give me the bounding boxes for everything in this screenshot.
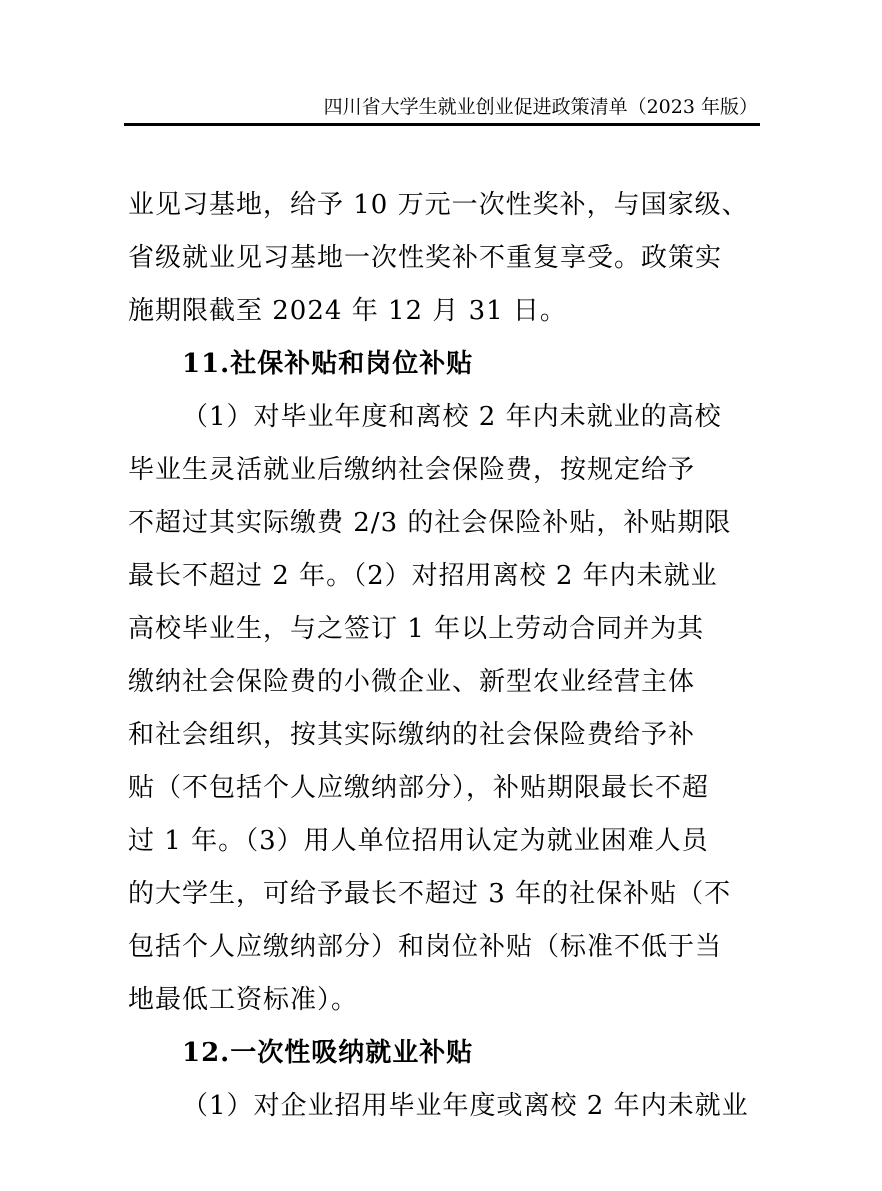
text-line: 高校毕业生，与之签订 1 年以上劳动合同并为其: [128, 614, 705, 644]
header-rule: [124, 123, 760, 126]
text-line: 业见习基地，给予 10 万元一次性奖补，与国家级、: [128, 190, 749, 220]
text-line: 过 1 年。（3）用人单位招用认定为就业困难人员: [128, 826, 709, 856]
text-line: 不超过其实际缴费 2/3 的社会保险补贴，补贴期限: [128, 508, 732, 538]
text-line: 包括个人应缴纳部分）和岗位补贴（标准不低于当: [128, 932, 723, 962]
text-line: 缴纳社会保险费的小微企业、新型农业经营主体: [128, 667, 696, 697]
text-line: 和社会组织，按其实际缴纳的社会保险费给予补: [128, 720, 696, 750]
text-line: 施期限截至 2024 年 12 月 31 日。: [128, 296, 567, 326]
text-line: 毕业生灵活就业后缴纳社会保险费，按规定给予: [128, 455, 696, 485]
text-line: 贴（不包括个人应缴纳部分），补贴期限最长不超: [128, 773, 710, 803]
text-line: 省级就业见习基地一次性奖补不重复享受。政策实: [128, 243, 723, 273]
text-line: （1）对毕业年度和离校 2 年内未就业的高校: [182, 402, 722, 432]
body-text: [128, 179, 754, 1133]
page-header-title: 四川省大学生就业创业促进政策清单（2023 年版）: [323, 96, 758, 118]
section-heading-12: 12.一次性吸纳就业补贴: [182, 1038, 474, 1068]
section-heading-11: 11.社保补贴和岗位补贴: [182, 349, 474, 379]
text-line: 的大学生，可给予最长不超过 3 年的社保补贴（不: [128, 879, 732, 909]
text-line: 地最低工资标准）。: [128, 985, 359, 1015]
text-line: 最长不超过 2 年。（2）对招用离校 2 年内未就业: [128, 561, 718, 591]
text-line: （1）对企业招用毕业年度或离校 2 年内未就业: [182, 1091, 749, 1121]
